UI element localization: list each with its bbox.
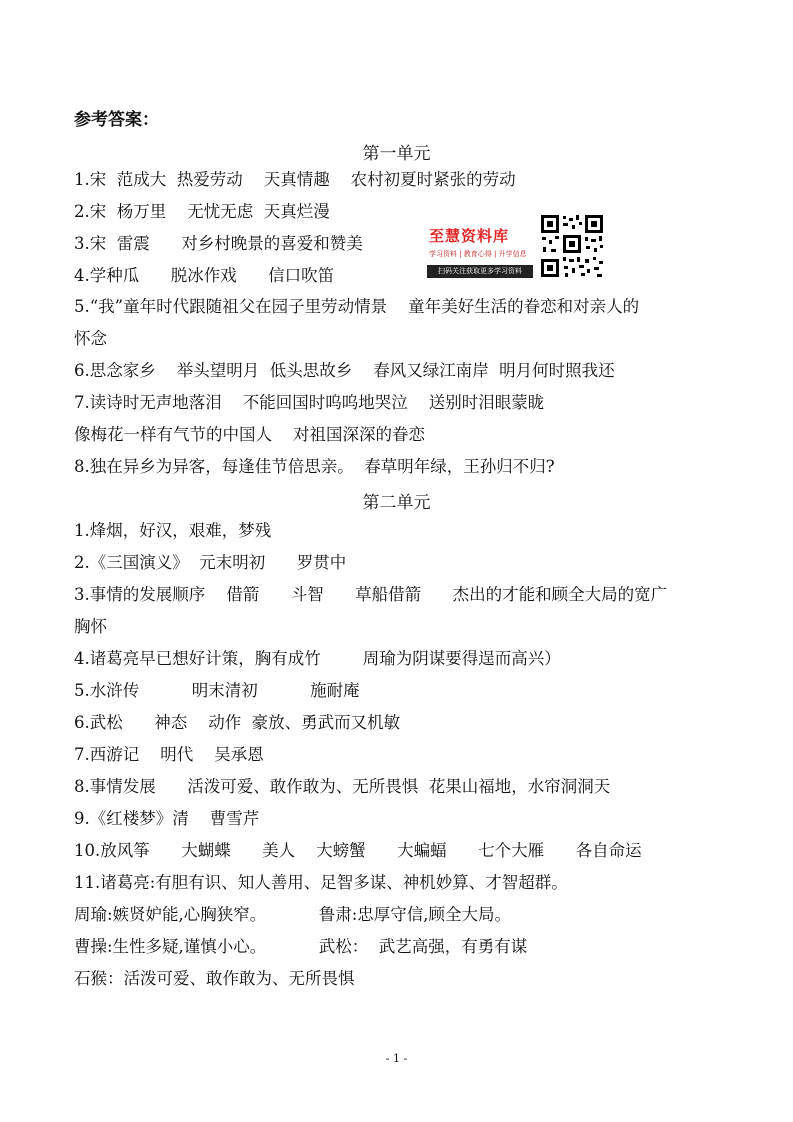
unit-2-line: 8.事情发展 活泼可爱、敢作敢为、无所畏惧 花果山福地，水帘洞洞天 [74,777,611,796]
promo-bar: 扫码关注获取更多学习资料 [427,265,533,278]
promo-title: 至慧资料库 [429,227,510,245]
unit-2-line: 11.诸葛亮:有胆有识、知人善用、足智多谋、神机妙算、才智超群。 [74,873,568,892]
qr-code-icon[interactable] [539,213,605,279]
unit-2-line: 胸怀 [74,617,107,636]
unit-2-line: 6.武松 神态 动作 豪放、勇武而又机敏 [74,713,401,732]
unit-1-line: 4.学种瓜 脱冰作戏 信口吹笛 [74,266,335,285]
unit-1-line: 2.宋 杨万里 无忧无虑 天真烂漫 [74,202,330,221]
unit-2-line: 1.烽烟，好汉，艰难，梦残 [74,521,272,540]
unit-2-line: 4.诸葛亮早已想好计策，胸有成竹 周瑜为阴谋要得逞而高兴） [74,649,561,668]
unit-2-line: 3.事情的发展顺序 借箭 斗智 草船借箭 杰出的才能和顾全大局的宽广 [74,585,668,604]
unit-2-line: 周瑜:嫉贤妒能,心胸狭窄。 鲁肃:忠厚守信,顾全大局。 [74,905,512,924]
unit-2-line: 石猴：活泼可爱、敢作敢为、无所畏惧 [74,969,355,988]
page-number: - 1 - [385,1052,408,1065]
unit-2-line: 5.水浒传 明末清初 施耐庵 [74,681,360,700]
unit-2-line: 9.《红楼梦》清 曹雪芹 [74,809,260,828]
unit-1-line: 8.独在异乡为异客，每逢佳节倍思亲。 春草明年绿，王孙归不归? [74,457,555,476]
unit-2-line: 2.《三国演义》 元末明初 罗贯中 [74,553,347,572]
unit-2-line: 7.西游记 明代 吴承恩 [74,745,264,764]
promo-banner[interactable] [423,207,607,285]
unit-1-line: 像梅花一样有气节的中国人 对祖国深深的眷恋 [74,425,425,444]
promo-text-box [423,207,533,285]
promo-subtitle: 学习资料 | 教育心得 | 升学信息 [429,250,527,258]
unit-1-line: 6.思念家乡 举头望明月 低头思故乡 春风又绿江南岸 明月何时照我还 [74,361,615,380]
unit-1-line: 5.“我”童年时代跟随祖父在园子里劳动情景 童年美好生活的眷恋和对亲人的 [74,297,640,316]
unit-1-line: 怀念 [74,329,107,348]
unit-1-line: 7.读诗时无声地落泪 不能回国时呜呜地哭泣 送别时泪眼蒙眬 [74,393,545,412]
unit-2-title: 第二单元 [362,493,431,513]
unit-1-title: 第一单元 [362,144,431,164]
unit-2-line: 曹操:生性多疑,谨慎小心。 武松： 武艺高强，有勇有谋 [74,937,528,956]
answer-heading: 参考答案： [74,110,159,130]
unit-2-line: 10.放风筝 大蝴蝶 美人 大螃蟹 大蝙蝠 七个大雁 各自命运 [74,841,642,860]
unit-1-line: 3.宋 雷震 对乡村晚景的喜爱和赞美 [74,234,363,253]
unit-1-line: 1.宋 范成大 热爱劳动 天真情趣 农村初夏时紧张的劳动 [74,170,516,189]
